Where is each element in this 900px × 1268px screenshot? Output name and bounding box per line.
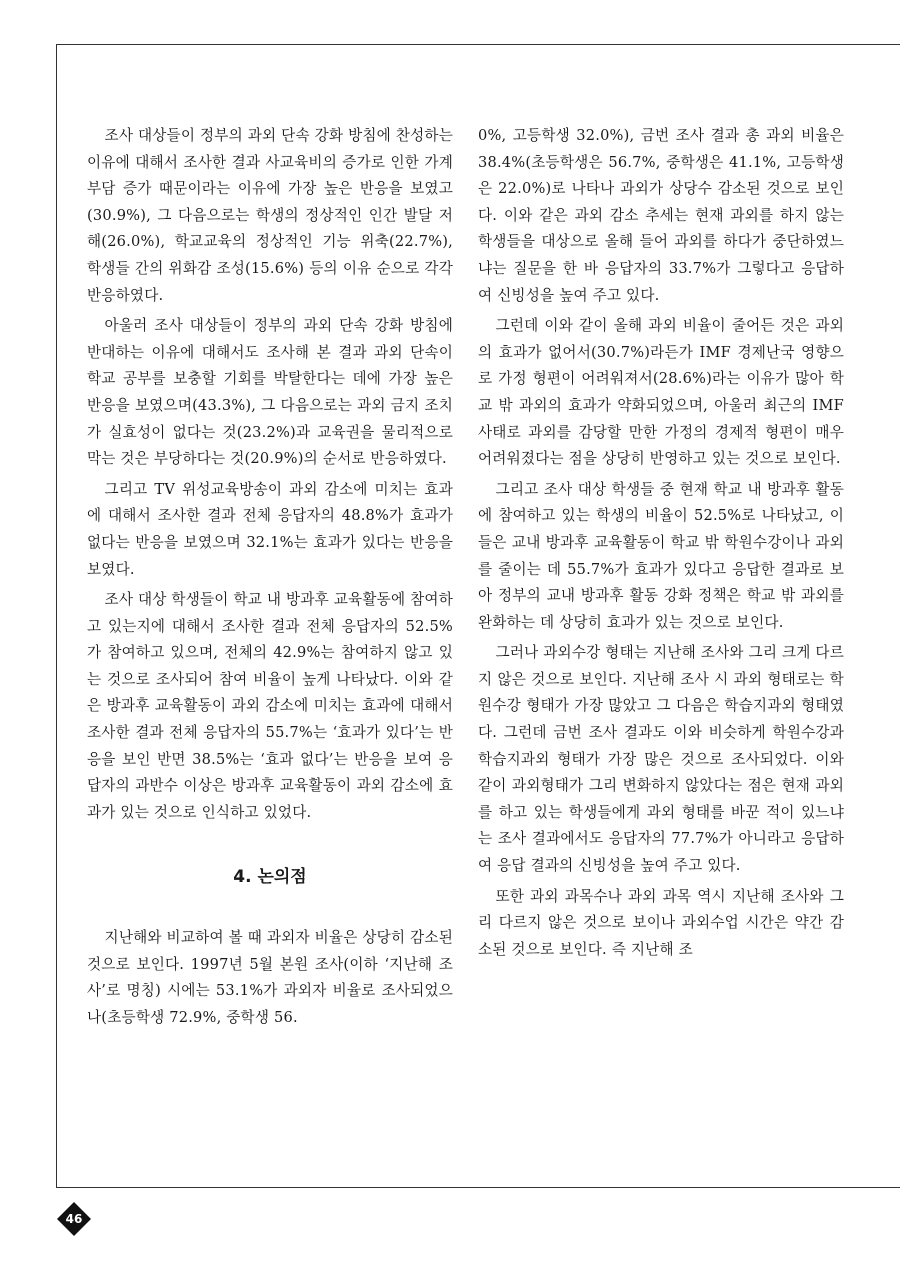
paragraph-continuation: 0%, 고등학생 32.0%), 금번 조사 결과 총 과외 비율은 38.4%(초등학생은 56.7%, 중학생은 41.1%, 고등학생은 22.0%)로 나타나 과외가 상당수 감소된 것으로 보인다. 이와 같은 과외 감소 추세는 현재 과외를 하지 않는 학생들을 대상으로 올해 들어 과외를 하다가 중단하였느냐는 질문을 한 바 응답자의 33.7%가 그렇다고 응답하여 신빙성을 높여 주고 있다.	[478, 127, 844, 304]
paragraph: 또한 과외 과목수나 과외 과목 역시 지난해 조사와 그리 다르지 않은 것으로 보이나 과외수업 시간은 약간 감소된 것으로 보인다. 즉 지난해 조	[478, 887, 844, 958]
paragraph: 그리고 TV 위성교육방송이 과외 감소에 미치는 효과에 대해서 조사한 결과 전체 응답자의 48.8%가 효과가 없다는 반응을 보였으며 32.1%는 효과가 있다는 반응을 보였다.	[87, 480, 453, 578]
paragraph: 조사 대상들이 정부의 과외 단속 강화 방침에 찬성하는 이유에 대해서 조사한 결과 사교육비의 증가로 인한 가계 부담 증가 때문이라는 이유에 가장 높은 반응을 보였고(30.9%), 그 다음으로는 학생의 정상적인 인간 발달 저해(26.0%), 학교교육의 정상적인 기능 위축(22.7%), 학생들 간의 위화감 조성(15.6%) 등의 이유 순으로 각각 반응하였다.	[87, 127, 453, 304]
paragraph: 조사 대상 학생들이 학교 내 방과후 교육활동에 참여하고 있는지에 대해서 조사한 결과 전체 응답자의 52.5%가 참여하고 있으며, 전체의 42.9%는 참여하지 않고 있는 것으로 조사되어 참여 비율이 높게 나타났다. 이와 같은 방과후 교육활동이 과외 감소에 미치는 효과에 대해서 조사한 결과 전체 응답자의 55.7%는 ‘효과가 있다’는 반응을 보인 반면 38.5%는 ‘효과 없다’는 반응을 보여 응답자의 과반수 이상은 방과후 교육활동이 과외 감소에 효과가 있는 것으로 인식하고 있었다.	[87, 591, 453, 821]
paragraph: 그리고 조사 대상 학생들 중 현재 학교 내 방과후 활동에 참여하고 있는 학생의 비율이 52.5%로 나타났고, 이들은 교내 방과후 교육활동이 학교 밖 학원수강이나 과외를 줄이는 데 55.7%가 효과가 있다고 응답한 결과로 보아 정부의 교내 방과후 활동 강화 정책은 학교 밖 과외를 완화하는 데 상당히 효과가 있는 것으로 보인다.	[478, 480, 844, 631]
paragraph: 아울러 조사 대상들이 정부의 과외 단속 강화 방침에 반대하는 이유에 대해서도 조사해 본 결과 과외 단속이 학교 공부를 보충할 기회를 박탈한다는 데에 가장 높은 반응을 보였으며(43.3%), 그 다음으로는 과외 금지 조치가 실효성이 없다는 것(23.2%)과 교육권을 물리적으로 막는 것은 부당하다는 것(20.9%)의 순서로 반응하였다.	[87, 317, 453, 468]
page-number-badge	[57, 1202, 91, 1236]
paragraph: 지난해와 비교하여 볼 때 과외자 비율은 상당히 감소된 것으로 보인다. 1997년 5월 본원 조사(이하 ‘지난해 조사’로 명칭) 시에는 53.1%가 과외자 비율로 조사되었으나(초등학생 72.9%, 중학생 56.	[87, 929, 453, 1026]
paragraph: 그런데 이와 같이 올해 과외 비율이 줄어든 것은 과외의 효과가 없어서(30.7%)라든가 IMF 경제난국 영향으로 가정 형편이 어려워져서(28.6%)라는 이유가 많아 학교 밖 과외의 효과가 약화되었으며, 아울러 최근의 IMF 사태로 과외를 감당할 만한 가정의 경제적 형편이 매우 어려워졌다는 점을 상당히 반영하고 있는 것으로 보인다.	[478, 317, 844, 468]
paragraph: 그러나 과외수강 형태는 지난해 조사와 그리 크게 다르지 않은 것으로 보인다. 지난해 조사 시 과외 형태로는 학원수강 형태가 가장 많았고 그 다음은 학습지과외 형태였다. 그런데 금번 조사 결과도 이와 비슷하게 학원수강과 학습지과외 형태가 가장 많은 것으로 조사되었다. 이와 같이 과외형태가 그리 변화하지 않았다는 점은 현재 과외를 하고 있는 학생들에게 과외 형태를 바꾼 적이 있느냐는 조사 결과에서도 응답자의 77.7%가 아니라고 응답하여 응답 결과의 신빙성을 높여 주고 있다.	[478, 644, 844, 875]
page-number: 46	[65, 1212, 83, 1226]
section-heading: 4. 논의점	[233, 867, 307, 888]
left-column	[87, 123, 453, 1031]
right-column	[478, 123, 844, 963]
